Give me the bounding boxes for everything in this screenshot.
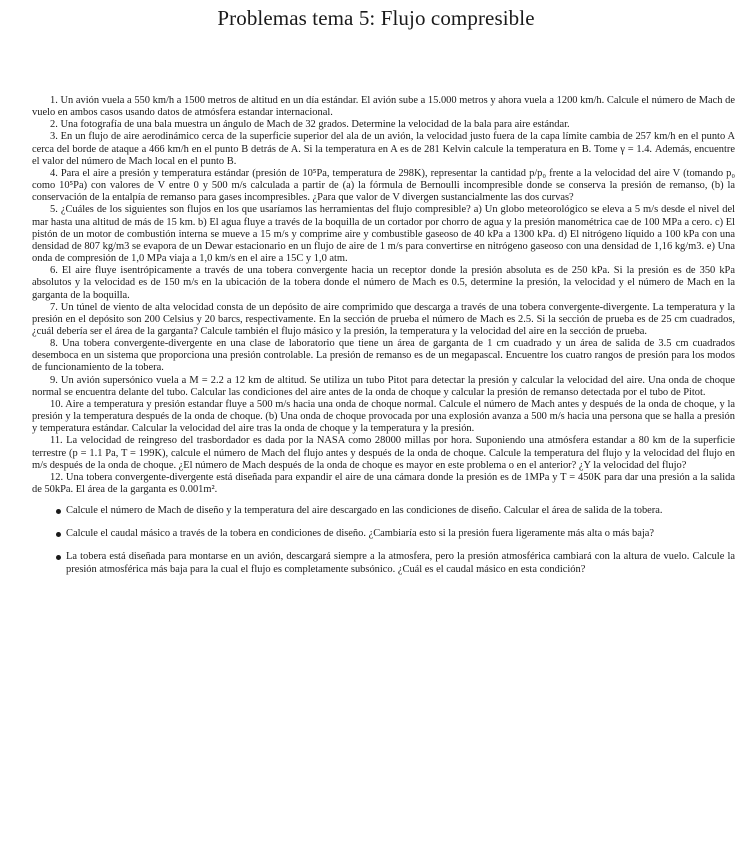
problem-9: 9. Un avión supersónico vuela a M = 2.2 a 12 km de altitud. Se utiliza un tubo Pitot para detectar la presión y calcular la velocidad del aire. Una onda de choque normal se encuentra delante del tubo. Calcular las condiciones del aire antes de la onda de choque y calcular la presión de remanso detectada por el tubo de Pitot. xyxy=(32,374,735,398)
bullet-dot-icon xyxy=(56,555,61,560)
problem-list xyxy=(32,95,735,587)
bullet-text: Calcule el número de Mach de diseño y la temperatura del aire descargado en las condiciones de diseño. Calcular el área de salida de la tobera. xyxy=(66,505,663,517)
problem-8: 8. Una tobera convergente-divergente en una clase de laboratorio que tiene un área de garganta de 1 cm cuadrado y un área de salida de 3.5 cm cuadrados desemboca en un sistema que proporciona una presión controlable. La presión de remanso es de un megapascal. Encuentre los cuatro rangos de presión para los modos de funcionamiento de la tobera. xyxy=(32,338,735,374)
problem-4: 4. Para el aire a presión y temperatura estándar (presión de 10⁵Pa, temperatura de 298K), representar la cantidad p/p₀ frente a la velocidad del aire V (tomando p₀ como 10⁵Pa) con valores de V entre 0 y 500 m/s calculada a partir de (a) la fórmula de Bernoulli incompresible donde se conserva la presión de remanso, (b) la conservación de la entalpía de remanso para gases incompresibles. ¿Para que valor de V divergen sustancialmente las dos curvas? xyxy=(32,167,735,204)
page-title: Problemas tema 5: Flujo compresible xyxy=(217,6,535,30)
problem-1: 1. Un avión vuela a 550 km/h a 1500 metros de altitud en un día estándar. El avión sube a 15.000 metros y ahora vuela a 1200 km/h. Calcule el número de Mach de vuelo en ambos casos usando datos de atmósfera estandar internacional. xyxy=(32,95,735,119)
problem-2: 2. Una fotografía de una bala muestra un ángulo de Mach de 32 grados. Determine la velocidad de la bala para aire estándar. xyxy=(50,119,570,131)
bullet-dot-icon xyxy=(56,532,61,537)
problem-5: 5. ¿Cuáles de los siguientes son flujos en los que usaríamos las herramientas del flujo compresible? a) Un globo meteorológico se eleva a 5 m/s desde el nivel del mar hasta una altitud de más de 15 km. b) El agua fluye a través de la boquilla de un cortador por chorro de agua y la presión manométrica cae de 100 MPa a cero. c) El pistón de un motor de combustión interna se mueve a 15 m/s y comprime aire y combustible gaseoso de 40 kPa a 1300 kPa. d) El nitrógeno líquido a 100 kPa con una densidad de 807 kg/m3 se evapora de un Dewar estacionario en un flujo de aire de 1 m/s para convertirse en nitrógeno gaseoso con una densidad de 1,16 kg/m3. e) Una onda de compresión de 1,0 MPa viaja a 1,0 km/s en el aire a 15C y 1,0 atm. xyxy=(32,204,735,265)
problem-7: 7. Un túnel de viento de alta velocidad consta de un depósito de aire comprimido que descarga a través de una tobera convergente-divergente. La temperatura y la presión en el depósito son 200 Celsius y 20 barcs, respectivamente. En la sección de prueba el número de Mach es 2.5. Si la sección de prueba es de 25 cm cuadrados, ¿cuál debería ser el área de la garganta? Calcule también el flujo másico y la presión, la temperatura y la velocidad del aire en la sección de prueba. xyxy=(32,301,735,337)
bullet-text: Calcule el caudal másico a través de la tobera en condiciones de diseño. ¿Cambiaría esto si la presión fuera ligeramente más alta o más baja? xyxy=(66,528,655,540)
problem-10: 10. Aire a temperatura y presión estandar fluye a 500 m/s hacia una onda de choque normal. Calcule el número de Mach antes y después de la onda de choque, y la presión y la temperatura después de la onda de choque. (b) Una onda de choque provocada por una explosión avanza a 500 m/s hacia una persona que se halla a presión y temperatura estándar. Calcular la velocidad del aire tras la onda de choque y la temperatura y la presión. xyxy=(32,398,735,435)
bullet-item xyxy=(32,505,735,517)
problem-3: 3. En un flujo de aire aerodinámico cerca de la superficie superior del ala de un avión, la velocidad justo fuera de la capa límite cambia de 257 km/h en el punto A cerca del borde de ataque a 466 km/h en el punto B detrás de A. Si la temperatura en A es de 281 Kelvin calcule la temperatura en B. Tome γ = 1.4. Además, encuentre el valor del número de Mach local en el punto B. xyxy=(32,131,735,167)
bullet-item xyxy=(32,528,735,540)
problem-6: 6. El aire fluye isentrópicamente a través de una tobera convergente hacia un receptor donde la presión absoluta es de 250 kPa. Si la presión es de 350 kPa absolutos y la velocidad es de 150 m/s en la ubicación de la tobera donde el número de Mach es 0.5, determine la presión, la velocidad y el número de Mach en la garganta de la boquilla. xyxy=(32,265,735,301)
problem-11: 11. La velocidad de reingreso del trasbordador es dada por la NASA como 28000 millas por hora. Suponiendo una atmósfera estandar a 80 km de la superficie terrestre (p = 1.1 Pa, T = 199K), calcule el número de Mach del flujo antes y después de la onda de choque. Calcule la temperatura del flujo y la velocidad del flujo en m/s después de la onda de choque. ¿El número de Mach después de la onda de choque es mayor en este problema o en el anterior? ¿Y la velocidad del flujo? xyxy=(32,435,735,471)
problem-12-subitems xyxy=(32,505,735,576)
problem-12: 12. Una tobera convergente-divergente está diseñada para expandir el aire de una cámara donde la presión es de 1MPa y T = 450K para dar una presión a la salida de 50kPa. El área de la garganta es 0.001m². xyxy=(32,471,735,495)
bullet-item xyxy=(32,551,735,575)
bullet-text: La tobera está diseñada para montarse en un avión, descargará siempre a la atmosfera, pero la presión atmosférica cambiará con la altura de vuelo. Calcule la presión atmosférica más baja para la cual el flujo es completamente subsónico. ¿Cuál es el caudal másico en esta condición? xyxy=(66,551,735,575)
bullet-dot-icon xyxy=(56,509,61,514)
